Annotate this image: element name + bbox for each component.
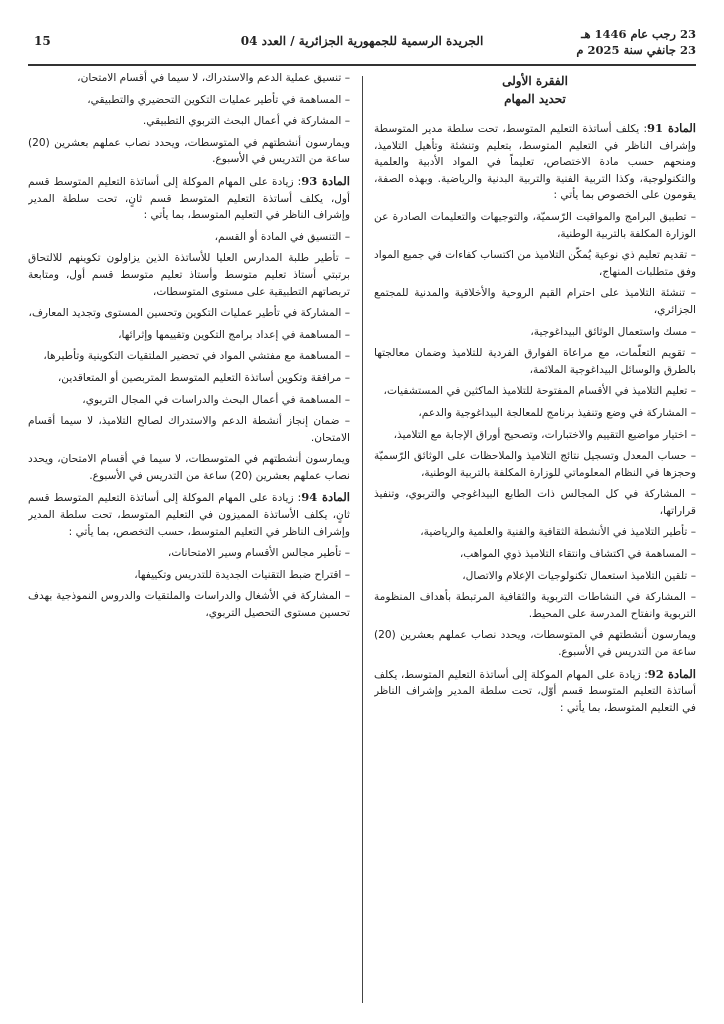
list-item: – التنسيق في المادة أو القسم، xyxy=(214,230,350,243)
date-gregorian: 23 جانفي سنة 2025 م xyxy=(576,43,696,57)
section-subheading: تحديد المهام xyxy=(504,92,566,106)
date-hijri: 23 رجب عام 1446 هـ xyxy=(581,27,696,41)
text-columns xyxy=(28,70,696,1011)
article-94 xyxy=(28,489,350,540)
list-item: – المساهمة في تأطير عمليات التكوين التحضيري والتطبيقي، xyxy=(87,93,350,106)
list-item: – تأطير التلاميذ في الأنشطة الثقافية والفنية والعلمية والرياضية، xyxy=(420,526,696,539)
page-header xyxy=(28,26,696,66)
article-92-workload: ويمارسون أنشطتهم في المتوسطات، ويحدد نصاب عملهم بعشرين (20) ساعة من التدريس في الأسبوع. xyxy=(28,136,350,166)
article-91-text: : يكلف أساتذة التعليم المتوسط، تحت سلطة مدير المتوسطة وإشراف الناظر في التعليم المتوسط، بتعليم وتنشئة وتأهيل التلاميذ، ومنحهم حسب مادة الاختصاص، تعليماً في المواد الأدبية والعلمية والتكنولوجية، وكذا التربية الفنية والتربية البدنية والرياضية. وبهذه الصفة، يقومون على الخصوص بما يأتي : xyxy=(374,123,696,202)
list-item: – المساهمة في اكتشاف وانتقاء التلاميذ ذوي المواهب، xyxy=(459,548,696,561)
list-item: – تعليم التلاميذ في الأقسام المفتوحة للتلاميذ الماكثين في المستشفيات، xyxy=(383,385,696,398)
list-item: – حساب المعدل وتسجيل نتائج التلاميذ والملاحظات على الوثائق الرّسميّة وحجزها في النظام المعلوماتي للوزارة المكلفة بالتربية الوطنية، xyxy=(374,450,696,479)
gazette-page xyxy=(28,26,696,1011)
list-item: – المشاركة في كل المجالس ذات الطابع البيداغوجي والتربوي، وتنفيذ قراراتها، xyxy=(374,488,696,517)
list-item: – المساهمة مع مفتشي المواد في تحضير الملتقيات التكوينية وتأطيرها، xyxy=(43,350,350,363)
article-92-text: : زيادة على المهام الموكلة إلى أساتذة التعليم المتوسط، يكلف أساتذة التعليم المتوسط قسم أوّل، تحت سلطة المدير وإشراف الناظر في التعليم المتوسط، بما يأتي : xyxy=(374,668,696,714)
list-item: – تأطير مجالس الأقسام وسير الامتحانات، xyxy=(167,547,350,560)
article-91-workload: ويمارسون أنشطتهم في المتوسطات، ويحدد نصاب عملهم بعشرين (20) ساعة من التدريس في الأسبوع. xyxy=(374,629,696,659)
list-item: – المساهمة في إعداد برامج التكوين وتقييمها وإثرائها، xyxy=(118,328,350,341)
left-column xyxy=(28,70,350,1011)
article-91-label: المادة 91 xyxy=(647,121,696,135)
list-item: – المشاركة في تأطير عمليات التكوين وتحسين المستوى وتجديد المعارف، xyxy=(28,307,350,320)
article-94-label: المادة 94 xyxy=(301,490,350,505)
article-94-text: : زيادة على المهام الموكلة إلى أساتذة التعليم المتوسط قسم ثانٍ، يكلف الأساتذة المميزون في التعليم المتوسط، تحت سلطة المدير وإشراف الناظر في التعليم المتوسط، حسب التخصص، بما يأتي : xyxy=(28,492,350,538)
page-number: 15 xyxy=(34,34,51,48)
article-92 xyxy=(374,666,696,717)
list-item: – المشاركة في أعمال البحث التربوي التطبيقي. xyxy=(142,115,350,128)
list-item: – المشاركة في وضع وتنفيذ برنامج للمعالجة البيداغوجية والدعم، xyxy=(418,406,696,419)
journal-title: الجريدة الرسمية للجمهورية الجزائرية / العدد 04 xyxy=(240,34,484,48)
list-item: – تنسيق عملية الدعم والاستدراك، لا سيما في أقسام الامتحان، xyxy=(77,72,350,84)
list-item: – المشاركة في النشاطات التربوية والثقافية المرتبطة بأهداف المنظومة التربوية وانفتاح المدرسة على المحيط. xyxy=(374,591,696,620)
list-item: – مسك واستعمال الوثائق البيداغوجية، xyxy=(530,325,696,338)
article-93-label: المادة 93 xyxy=(301,173,350,188)
article-93-workload: ويمارسون أنشطتهم في المتوسطات، لا سيما في أقسام الامتحان، ويحدد نصاب عملهم بعشرين (20) ساعة من التدريس في الأسبوع. xyxy=(28,453,350,482)
article-93 xyxy=(28,173,350,224)
list-item: – تنشئة التلاميذ على احترام القيم الروحية والأخلاقية والمدنية للمجتمع الجزائري، xyxy=(374,287,696,316)
list-item: – تقويم التعلّمات، مع مراعاة الفوارق الفردية للتلاميذ وضمان معالجتها بالطرق والوسائل البيداغوجية الملائمة، xyxy=(374,347,696,376)
section-heading: الفقرة الأولى xyxy=(502,74,568,88)
right-column xyxy=(374,70,696,1011)
list-item: – تلقين التلاميذ استعمال تكنولوجيات الإعلام والاتصال، xyxy=(462,569,696,582)
list-item: – مرافقة وتكوين أساتذة التعليم المتوسط المتربصين أو المتعاقدين، xyxy=(57,371,350,384)
list-item: – تأطير طلبة المدارس العليا للأساتذة الذين يزاولون تكوينهم للالتحاق برتبتي أستاذ تعليم متوسط وأستاذ تعليم متوسط قسم أول، ومتابعة تربصاتهم التطبيقية على مستوى المتوسطات، xyxy=(28,252,350,298)
list-item: – المساهمة في أعمال البحث والدراسات في المجال التربوي، xyxy=(82,393,350,406)
article-93-text: : زيادة على المهام الموكلة إلى أساتذة التعليم المتوسط قسم أول، يكلف أساتذة التعليم المتوسط قسم ثانٍ، تحت سلطة المدير وإشراف الناظر في التعليم المتوسط، بما يأتي : xyxy=(28,175,350,222)
list-item: – اختيار مواضيع التقييم والاختبارات، وتصحيح أوراق الإجابة مع التلاميذ، xyxy=(393,428,696,441)
list-item: – تقديم تعليم ذي نوعية يُمكّن التلاميذ من اكتساب كفاءات في جميع المواد وفق متطلبات المنهاج، xyxy=(374,249,696,278)
article-92-label: المادة 92 xyxy=(647,666,696,681)
article-91 xyxy=(374,120,696,204)
list-item: – ضمان إنجاز أنشطة الدعم والاستدراك لصالح التلاميذ، لا سيما أقسام الامتحان. xyxy=(28,415,350,444)
column-divider xyxy=(362,76,363,1003)
list-item: – تطبيق البرامج والمواقيت الرّسميّة، والتوجيهات والتعليمات الصادرة عن الوزارة المكلفة بالتربية الوطنية، xyxy=(374,210,696,240)
list-item: – المشاركة في الأشغال والدراسات والملتقيات والدروس النموذجية بهدف تحسين مستوى التحصيل التربوي، xyxy=(28,590,350,620)
list-item: – اقتراح ضبط التقنيات الجديدة للتدريس وتكييفها، xyxy=(134,568,350,581)
